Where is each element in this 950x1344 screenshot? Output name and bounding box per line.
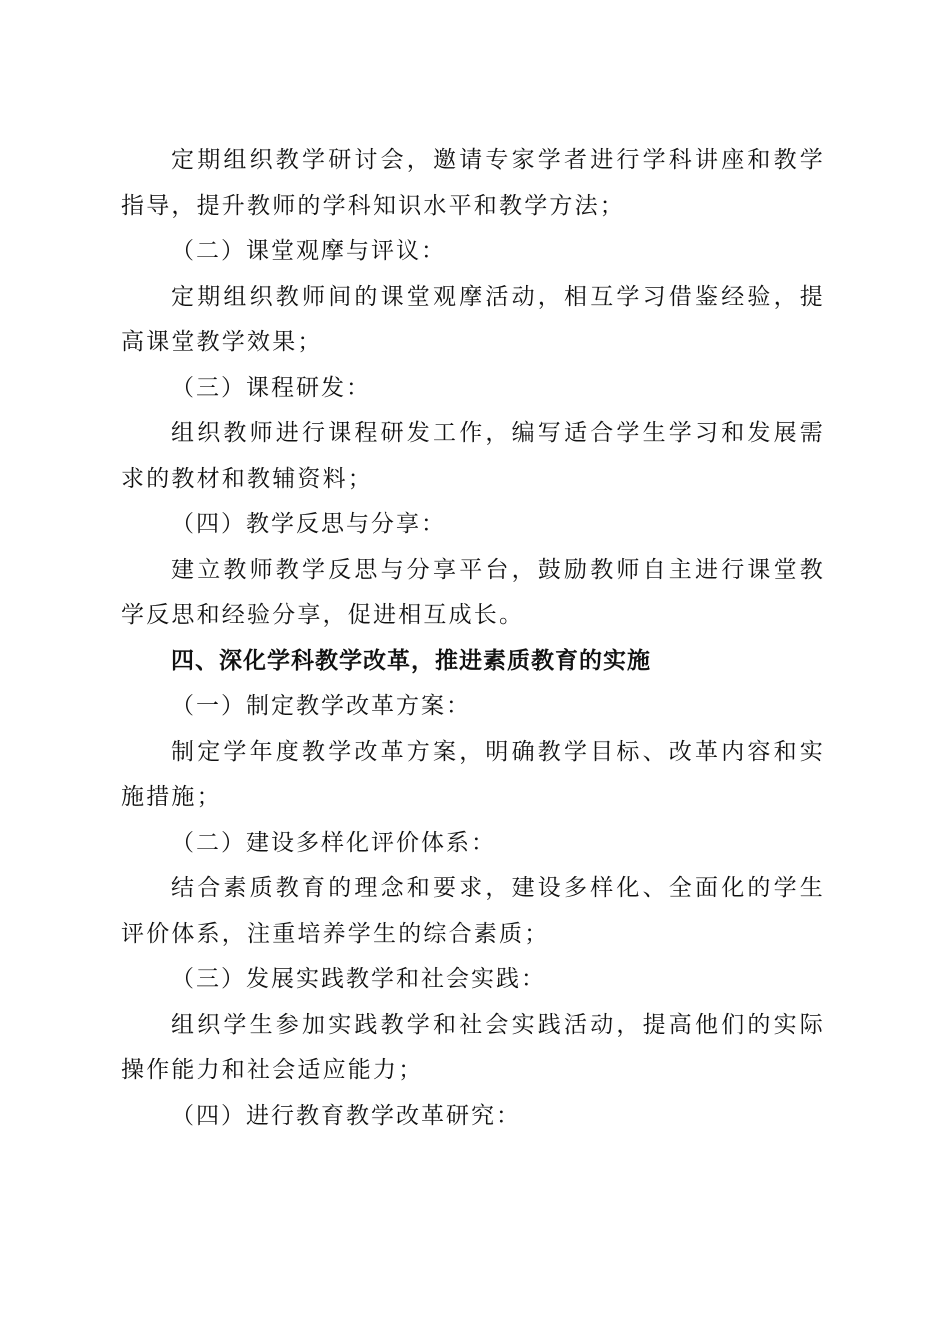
body-paragraph: 结合素质教育的理念和要求，建设多样化、全面化的学生评价体系，注重培养学生的综合素质； (121, 875, 825, 947)
subsection-title: （三）发展实践教学和社会实践： (171, 966, 546, 992)
body-paragraph: 组织教师进行课程研发工作，编写适合学生学习和发展需求的教材和教辅资料； (121, 420, 825, 492)
subsection-title: （二）建设多样化评价体系： (171, 829, 496, 856)
subsection-title: （二）课堂观摩与评议： (171, 238, 446, 264)
subsection-title: （四）进行教育教学改革研究： (171, 1102, 521, 1129)
body-paragraph: 定期组织教师间的课堂观摩活动，相互学习借鉴经验，提高课堂教学效果； (121, 283, 825, 355)
document-body (121, 138, 825, 1139)
body-paragraph: 定期组织教学研讨会，邀请专家学者进行学科讲座和教学指导，提升教师的学科知识水平和教学方法； (121, 147, 825, 219)
body-paragraph: 建立教师教学反思与分享平台，鼓励教师自主进行课堂教学反思和经验分享，促进相互成长。 (121, 556, 825, 628)
subsection-title: （四）教学反思与分享： (171, 511, 446, 537)
body-paragraph: 制定学年度教学改革方案，明确教学目标、改革内容和实施措施； (121, 738, 825, 810)
section-heading: 四、深化学科教学改革，推进素质教育的实施 (171, 647, 651, 674)
body-paragraph: 组织学生参加实践教学和社会实践活动，提高他们的实际操作能力和社会适应能力； (121, 1011, 825, 1083)
subsection-title: （一）制定教学改革方案： (171, 693, 471, 719)
subsection-title: （三）课程研发： (171, 374, 371, 401)
